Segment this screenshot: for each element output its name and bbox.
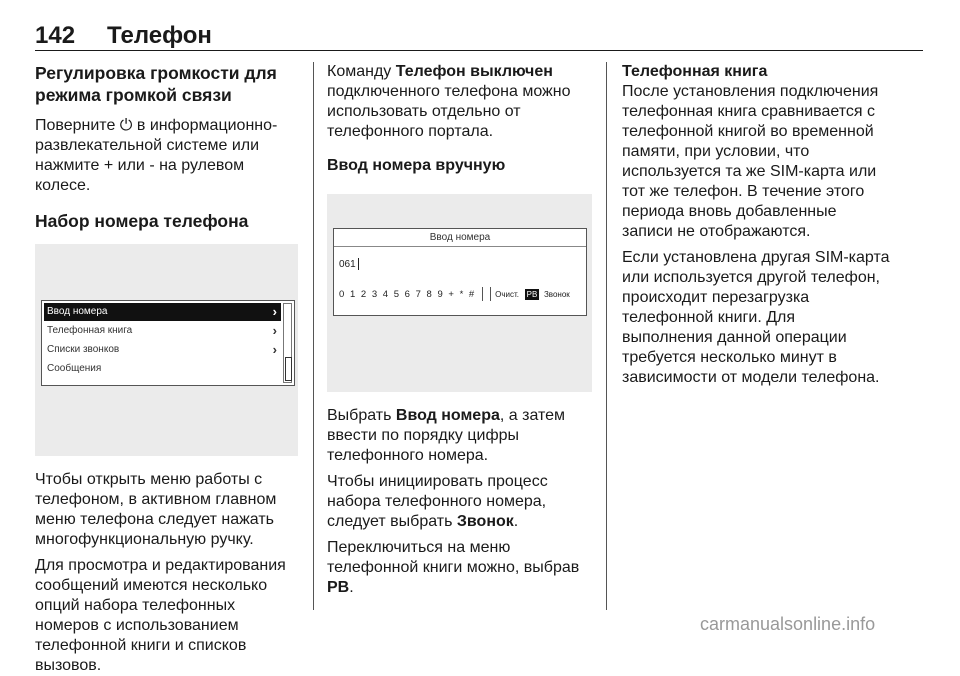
cursor-left-icon[interactable]: [482, 287, 483, 301]
menu-item-label: Ввод номера: [47, 306, 108, 317]
chevron-right-icon: ›: [272, 323, 277, 338]
key-4[interactable]: 4: [382, 288, 389, 300]
paragraph-phonebook-switch: [327, 538, 592, 598]
page-title: Телефон: [107, 22, 212, 49]
column-divider: [606, 62, 607, 610]
text-run: , а затем ввести по порядку цифры телефонного номера.: [327, 407, 566, 464]
cursor-right-icon[interactable]: [490, 287, 491, 301]
menu-item-enter-number[interactable]: [44, 303, 281, 321]
paragraph-phone-off: [327, 62, 592, 142]
phone-menu-screenshot: [35, 244, 298, 456]
paragraph-open-menu: Чтобы открыть меню работы с телефоном, в активном главном меню телефона следует нажать многофункциональную ручку.: [35, 471, 277, 548]
heading-volume: Регулировка громкости для режима громкой связи: [35, 63, 277, 105]
phone-menu: [41, 300, 295, 386]
page-number: 142: [35, 22, 76, 49]
text-bold: Звонок: [456, 513, 514, 530]
text-run: .: [349, 579, 354, 596]
menu-scrollbar[interactable]: [283, 303, 292, 383]
menu-item-label: Телефонная книга: [47, 325, 133, 336]
column-3: [622, 62, 890, 388]
chevron-right-icon: ›: [272, 342, 277, 357]
scrollbar-thumb[interactable]: [285, 357, 292, 381]
text-run: подключенного телефона можно использовать отдельно от телефонного портала.: [327, 83, 571, 140]
paragraph-volume: Поверните ⏻ в информационно-развлекательной системе или нажмите + или - на рулевом колесе.: [35, 117, 278, 194]
heading-phonebook: Телефонная книга: [622, 63, 768, 80]
menu-item-messages[interactable]: [44, 360, 281, 378]
watermark: carmanualsonline.info: [700, 614, 876, 634]
dial-keypad: [339, 287, 573, 302]
key-1[interactable]: 1: [349, 288, 356, 300]
key-plus[interactable]: +: [448, 288, 454, 300]
dial-screen: [333, 228, 587, 316]
column-1: [35, 62, 298, 676]
dialed-number-field[interactable]: [339, 258, 359, 272]
call-button[interactable]: Звонок: [543, 289, 570, 299]
key-hash[interactable]: #: [468, 288, 475, 300]
key-7[interactable]: 7: [415, 288, 421, 300]
phonebook-button[interactable]: PB: [526, 289, 538, 299]
text-run: Команду: [327, 63, 396, 80]
text-run: Чтобы инициировать процесс набора телефонного номера, следует выбрать: [327, 473, 548, 530]
menu-item-label: Сообщения: [47, 363, 102, 374]
key-star[interactable]: *: [459, 288, 464, 300]
dial-title-rule: [334, 246, 586, 247]
paragraph-call: [327, 472, 592, 532]
text-run: .: [513, 513, 519, 530]
paragraph-phonebook-sync: После установления подключения телефонная книга сравнивается с телефонной книгой во временной памяти, при условии, что используется та же SIM-карта или тот же телефон. В течение этого периода вновь добавленные записи не отображаются.: [622, 83, 879, 240]
page-header: [35, 22, 923, 50]
dialed-number: 061: [339, 259, 356, 270]
menu-item-label: Списки звонков: [47, 344, 120, 355]
paragraph-phonebook-reload: Если установлена другая SIM-карта или используется другой телефон, происходит перезагрузка телефонной книги. Для выполнения данной операции требуется несколько минут в зависимости от модели телефона.: [622, 249, 890, 386]
key-2[interactable]: 2: [360, 288, 367, 300]
key-0[interactable]: 0: [339, 288, 345, 300]
column-divider: [313, 62, 314, 610]
heading-dial: Набор номера телефона: [35, 211, 249, 231]
text-caret: [358, 258, 359, 270]
dial-screen-title: Ввод номера: [429, 232, 491, 243]
clear-button[interactable]: Очист.: [495, 289, 519, 299]
key-6[interactable]: 6: [404, 288, 410, 300]
chevron-right-icon: ›: [272, 304, 277, 319]
header-rule: [35, 50, 923, 51]
key-3[interactable]: 3: [371, 288, 378, 300]
key-8[interactable]: 8: [426, 288, 432, 300]
key-5[interactable]: 5: [393, 288, 399, 300]
column-2: [327, 62, 592, 598]
heading-manual-entry: Ввод номера вручную: [327, 157, 506, 174]
paragraph-messages: Для просмотра и редактирования сообщений имеются несколько опций набора телефонных номеров с использованием телефонной книги и списков вызовов.: [35, 557, 286, 674]
text-bold: Ввод номера: [395, 407, 500, 424]
text-bold: Телефон выключен: [395, 63, 553, 80]
menu-item-call-lists[interactable]: [44, 341, 281, 359]
text-bold: PB: [327, 579, 350, 596]
text-run: Выбрать: [327, 407, 396, 424]
text-run: Переключиться на меню телефонной книги можно, выбрав: [327, 539, 580, 576]
key-9[interactable]: 9: [437, 288, 443, 300]
dial-screen-screenshot: [327, 194, 592, 392]
paragraph-select-entry: [327, 406, 592, 466]
menu-item-phonebook[interactable]: [44, 322, 281, 340]
